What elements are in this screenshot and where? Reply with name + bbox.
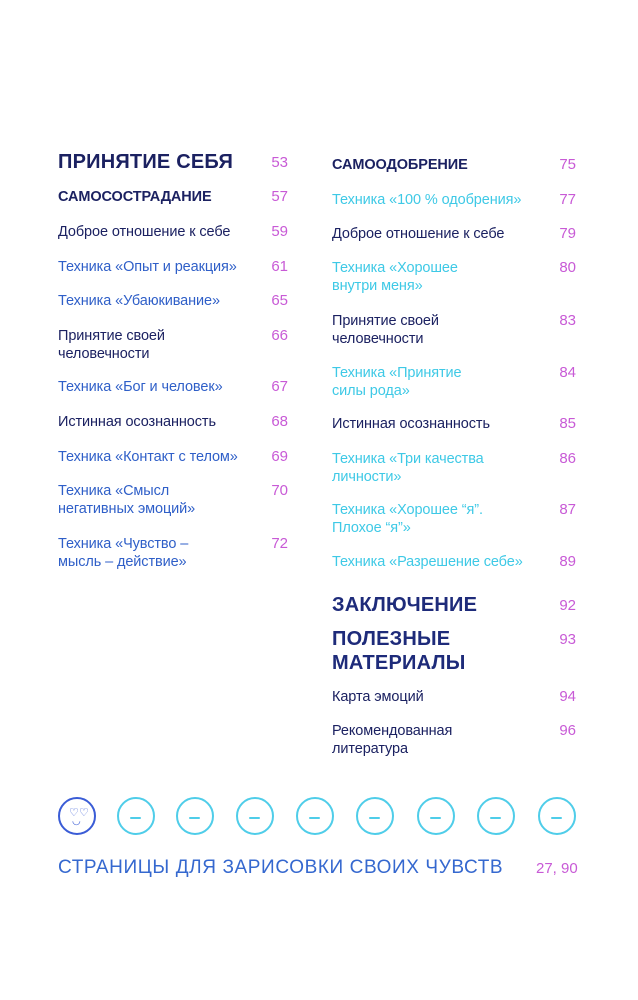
toc-item-line: литература [332, 741, 408, 757]
toc-item-line: внутри меня» [332, 278, 423, 294]
toc-technique[interactable] [58, 482, 195, 518]
neutral-face-icon [296, 797, 334, 835]
toc-technique[interactable]: Техника «Опыт и реакция» [58, 259, 237, 275]
page-number: 66 [271, 327, 288, 344]
toc-item-line: человечности [58, 346, 150, 362]
page-number: 92 [559, 597, 576, 614]
neutral-face-icon [417, 797, 455, 835]
toc-item-line: Принятие своей [58, 328, 165, 344]
toc-item[interactable]: Истинная осознанность [58, 414, 216, 430]
toc-item-line: Техника «Хорошее [332, 260, 458, 276]
toc-item-line: Техника «Принятие [332, 365, 462, 381]
page-number: 57 [271, 188, 288, 205]
page-number: 59 [271, 223, 288, 240]
toc-item[interactable]: Доброе отношение к себе [332, 226, 505, 242]
page-number: 72 [271, 535, 288, 552]
neutral-face-icon [117, 797, 155, 835]
page-number: 94 [559, 688, 576, 705]
page-number: 69 [271, 448, 288, 465]
toc-technique[interactable]: Техника «Разрешение себе» [332, 554, 523, 570]
page-number: 79 [559, 225, 576, 242]
page-number: 84 [559, 364, 576, 381]
toc-item-line: Рекомендованная [332, 723, 453, 739]
toc-technique[interactable] [332, 450, 484, 486]
toc-technique[interactable] [332, 259, 458, 295]
neutral-face-icon [477, 797, 515, 835]
neutral-face-icon [176, 797, 214, 835]
page-number: 80 [559, 259, 576, 276]
toc-item-line: МАТЕРИАЛЫ [332, 652, 466, 674]
toc-section[interactable]: САМОСОСТРАДАНИЕ [58, 189, 212, 205]
toc-item-line: личности» [332, 469, 402, 485]
page-number: 77 [559, 191, 576, 208]
page-number: 85 [559, 415, 576, 432]
toc-item[interactable]: Карта эмоций [332, 689, 424, 705]
page-number: 83 [559, 312, 576, 329]
toc-technique[interactable] [332, 501, 483, 537]
smile-face-icon: ♡ ♡ ◡ [58, 797, 96, 835]
neutral-face-icon [236, 797, 274, 835]
toc-item[interactable]: Истинная осознанность [332, 416, 490, 432]
page-number: 61 [271, 258, 288, 275]
toc-item-line: негативных эмоций» [58, 501, 196, 517]
toc-item[interactable] [58, 327, 165, 363]
page-number: 67 [271, 378, 288, 395]
toc-technique[interactable]: Техника «Контакт с телом» [58, 449, 238, 465]
page-number: 96 [559, 722, 576, 739]
toc-item[interactable] [332, 722, 452, 758]
toc-heading[interactable]: ЗАКЛЮЧЕНИЕ [332, 594, 478, 616]
toc-technique[interactable]: Техника «100 % одобрения» [332, 192, 522, 208]
page-number: 75 [559, 156, 576, 173]
neutral-face-icon [538, 797, 576, 835]
page-number: 53 [271, 154, 288, 171]
toc-technique[interactable] [332, 364, 462, 400]
footer-title[interactable]: СТРАНИЦЫ ДЛЯ ЗАРИСОВКИ СВОИХ ЧУВСТВ [58, 857, 504, 878]
toc-technique[interactable] [58, 535, 188, 571]
toc-item-line: Техника «Смысл [58, 483, 170, 499]
toc-item-line: мысль – действие» [58, 554, 187, 570]
page-number: 86 [559, 450, 576, 467]
page-number: 93 [559, 631, 576, 648]
footer-pages: 27, 90 [536, 860, 578, 877]
toc-item-line: Плохое “я”» [332, 520, 411, 536]
page-number: 68 [271, 413, 288, 430]
toc-item-line: силы рода» [332, 383, 410, 399]
toc-item-line: Техника «Чувство – [58, 536, 189, 552]
toc-item-line: Техника «Три качества [332, 451, 484, 467]
neutral-face-icon [356, 797, 394, 835]
toc-item[interactable]: Доброе отношение к себе [58, 224, 231, 240]
toc-item-line: Принятие своей [332, 313, 439, 329]
toc-section[interactable]: САМООДОБРЕНИЕ [332, 157, 468, 173]
toc-item[interactable] [332, 312, 439, 348]
page-number: 89 [559, 553, 576, 570]
page-number: 70 [271, 482, 288, 499]
toc-heading[interactable]: ПРИНЯТИЕ СЕБЯ [58, 151, 234, 173]
toc-technique[interactable]: Техника «Убаюкивание» [58, 293, 220, 309]
toc-item-line: ПОЛЕЗНЫЕ [332, 628, 451, 650]
page-number: 87 [559, 501, 576, 518]
toc-technique[interactable]: Техника «Бог и человек» [58, 379, 223, 395]
toc-heading[interactable] [332, 627, 465, 675]
toc-item-line: Техника «Хорошее “я”. [332, 502, 483, 518]
page-number: 65 [271, 292, 288, 309]
toc-item-line: человечности [332, 331, 424, 347]
